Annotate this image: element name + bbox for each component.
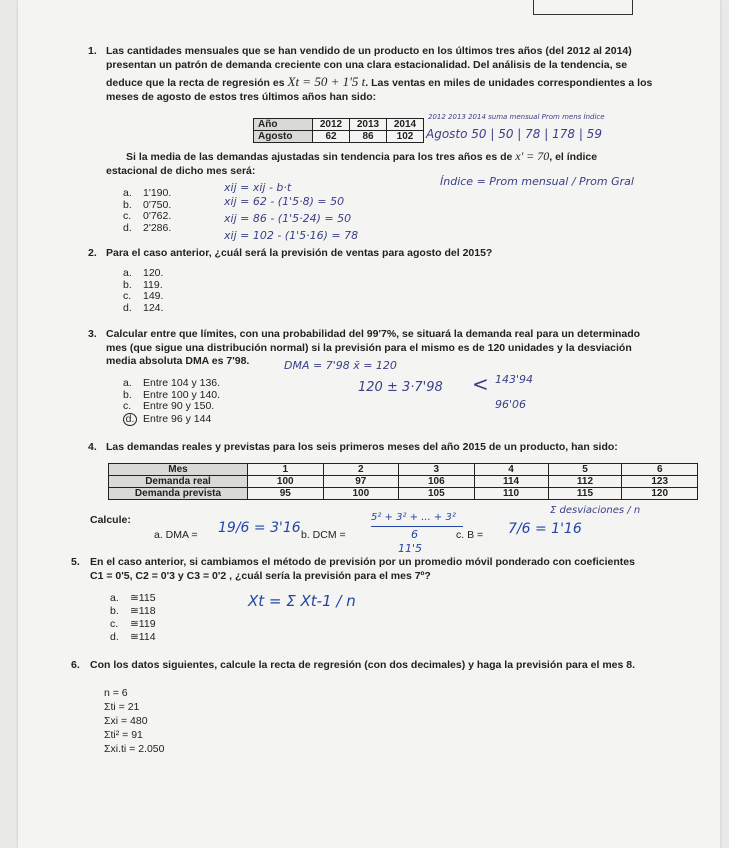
q1-table-row [254, 131, 424, 143]
q4-table-row [109, 464, 698, 476]
hw-calc1: xij = xij - b·t [224, 181, 292, 194]
option-text: 0'750. [143, 198, 172, 211]
q4-cell: 97 [323, 476, 399, 488]
hw-dcm-num: 5² + 3² + ... + 3² [371, 512, 456, 523]
hw-calc3: xij = 86 - (1'5·24) = 50 [224, 212, 352, 225]
q3-option-selected[interactable] [123, 413, 220, 426]
option-letter: d. [110, 631, 119, 643]
q4-cell: 112 [548, 476, 622, 488]
media-x: x' = 70 [515, 149, 550, 163]
q4-row-label: Demanda prevista [109, 488, 248, 500]
q4-row-label: Demanda real [109, 476, 248, 488]
regression-formula: Xt = 50 + 1'5 t [287, 74, 366, 89]
q6-data [104, 686, 164, 756]
q4-number: 4. [88, 441, 97, 453]
option-text: 124. [143, 301, 164, 314]
q3-line1: Calcular entre que límites, con una probabilidad del 99'7%, se situará la demanda real para un determinado [106, 328, 641, 340]
hw-bracket: < [472, 372, 489, 396]
option-letter: a. [110, 592, 119, 604]
q5-option[interactable] [110, 618, 156, 631]
q1-option[interactable] [123, 223, 171, 235]
option-text: 1'190. [143, 187, 172, 199]
q6-data-item: Σxi.ti = 2.050 [104, 743, 165, 755]
option-text: 2'286. [143, 221, 172, 234]
option-text: ≅114 [130, 631, 156, 643]
option-text: Entre 104 y 136. [143, 377, 221, 389]
q6-data-item: n = 6 [104, 687, 128, 699]
q1-value: 62 [313, 131, 350, 143]
hw-range-lo: 96'06 [495, 398, 527, 411]
q4-cell: 106 [399, 476, 475, 488]
corner-box [533, 0, 633, 15]
q1-value: 102 [387, 131, 424, 143]
hw-table-note: Agosto 50 | 50 | 78 | 178 | 59 [426, 127, 602, 141]
q1-media-line1b: , el índice [549, 151, 598, 163]
q1-year: 2012 [313, 119, 350, 131]
option-text: 149. [143, 290, 164, 302]
q1-media [106, 150, 686, 178]
hw-range-hi: 143'94 [495, 373, 534, 386]
option-letter: c. [123, 210, 132, 222]
q4-cell: 120 [622, 488, 698, 500]
option-letter: b. [110, 605, 119, 617]
q2-option[interactable] [123, 303, 163, 315]
option-text: 120. [143, 267, 164, 279]
option-letter: d. [123, 221, 132, 234]
q4-calcule: Calcule: [90, 514, 131, 526]
q4-month: 1 [248, 464, 324, 476]
q1-media-line1 [106, 150, 686, 165]
option-letter: c. [110, 618, 119, 630]
q1-line4: meses de agosto de estos tres últimos años han sido: [106, 90, 377, 103]
hw-q5-formula: Xt = Σ Xt-1 / n [248, 592, 356, 610]
q5-options [110, 592, 156, 644]
option-text: ≅115 [130, 592, 156, 604]
q1-media-line1a: Si la media de las demandas ajustadas sin tendencia para los tres años es de [126, 151, 513, 163]
hw-calc4: xij = 102 - (1'5·16) = 78 [224, 229, 359, 242]
hw-b-note: Σ desviaciones / n [550, 505, 641, 516]
option-text: ≅119 [130, 618, 156, 630]
option-text: 0'762. [143, 210, 172, 222]
q5-line2: C1 = 0'5, C2 = 0'3 y C3 = 0'2 , ¿cuál sería la previsión para el mes 7º? [90, 569, 431, 582]
q1-line3 [106, 75, 686, 91]
q1-year: 2014 [387, 119, 424, 131]
q5-option[interactable] [110, 605, 156, 618]
q4-dcm-label: b. DCM = [301, 529, 346, 541]
option-letter: c. [123, 400, 132, 412]
hw-dma-val: 19/6 = 3'16 [218, 520, 301, 536]
hw-dcm-val: 11'5 [398, 542, 423, 555]
hw-dma-note: DMA = 7'98 x̄ = 120 [284, 359, 397, 372]
q1-line3a: deduce que la recta de regresión es [106, 77, 285, 89]
option-letter: a. [123, 377, 132, 389]
option-text: Entre 90 y 150. [143, 400, 215, 412]
option-letter: a. [123, 267, 132, 279]
hw-dcm-bar [371, 526, 463, 527]
hw-indice: Índice = Prom mensual / Prom Gral [440, 175, 634, 188]
q1-year: 2013 [350, 119, 387, 131]
q4-b-label: c. B = [456, 529, 484, 541]
q5-text [90, 556, 710, 583]
exam-sheet [18, 0, 720, 848]
q3-line2: mes (que sigue una distribución normal) si la previsión para el mismo es de 120 unidades y la desviación [106, 341, 632, 354]
q4-table [108, 463, 698, 500]
q1-value: 86 [350, 131, 387, 143]
q6-text: Con los datos siguientes, calcule la recta de regresión (con dos decimales) y haga la previsión para el mes 8. [90, 659, 636, 671]
q5-number: 5. [71, 556, 80, 568]
q4-table-row [109, 488, 698, 500]
q3-options [123, 378, 220, 426]
q4-cell: 105 [399, 488, 475, 500]
option-letter: b. [123, 388, 132, 401]
q4-text: Las demandas reales y previstas para los seis primeros meses del año 2015 de un producto, han sido: [106, 441, 618, 453]
q1-table [253, 118, 424, 143]
q4-cell: 95 [248, 488, 324, 500]
q5-option[interactable] [110, 631, 156, 644]
q6-number: 6. [71, 659, 80, 671]
q1-line1: Las cantidades mensuales que se han vendido de un producto en los últimos tres años (del 2012 al 2014) [106, 45, 632, 57]
q6-data-item: Σti² = 91 [104, 729, 143, 741]
q5-option[interactable] [110, 592, 156, 605]
q1-table-head: Agosto [254, 131, 313, 143]
q4-col-head: Mes [109, 464, 248, 476]
q4-month: 6 [622, 464, 698, 476]
q4-month: 4 [474, 464, 548, 476]
option-text: 119. [143, 278, 163, 291]
option-letter: b. [123, 278, 132, 291]
hw-range: 120 ± 3·7'98 [358, 380, 443, 395]
q6-data-item: Σti = 21 [104, 701, 140, 713]
q4-month: 5 [548, 464, 622, 476]
option-letter: c. [123, 290, 132, 302]
q1-options [123, 188, 171, 234]
hw-table-head: 2012 2013 2014 suma mensual Prom mens Índice [428, 113, 605, 121]
option-letter [123, 413, 143, 426]
q4-cell: 115 [548, 488, 622, 500]
hw-b-val: 7/6 = 1'16 [508, 521, 582, 537]
option-letter: b. [123, 198, 132, 211]
q4-cell: 100 [323, 488, 399, 500]
q6-data-item: Σxi = 480 [104, 715, 148, 727]
q4-cell: 110 [474, 488, 548, 500]
option-text: ≅118 [130, 605, 156, 617]
q4-month: 2 [323, 464, 399, 476]
option-letter: d. [123, 301, 132, 314]
q1-line3b: . Las ventas en miles de unidades correspondientes a los [365, 77, 653, 89]
q1-table-row [254, 119, 424, 131]
q1-line2: presentan un patrón de demanda creciente con una clara estacionalidad. Del análisis de la tendencia, se [106, 58, 628, 71]
q3-number: 3. [88, 328, 97, 340]
q4-table-row [109, 476, 698, 488]
q3-option[interactable] [123, 401, 220, 413]
q1-table-head: Año [254, 119, 313, 131]
q4-cell: 100 [248, 476, 324, 488]
q1-media-line2: estacional de dicho mes será: [106, 164, 256, 177]
q4-cell: 123 [622, 476, 698, 488]
option-text: Entre 96 y 144 [143, 412, 212, 425]
hw-dcm-den: 6 [411, 528, 418, 541]
q5-line1: En el caso anterior, si cambiamos el método de previsión por un promedio móvil ponderado con coeficientes [90, 556, 635, 568]
hw-calc2: xij = 62 - (1'5·8) = 50 [224, 195, 345, 208]
q4-cell: 114 [474, 476, 548, 488]
q2-text: Para el caso anterior, ¿cuál será la previsión de ventas para agosto del 2015? [106, 247, 493, 259]
q1-number: 1. [88, 45, 97, 57]
q2-options [123, 268, 163, 314]
q3-line3: media absoluta DMA es 7'98. [106, 355, 250, 367]
q4-dma-label: a. DMA = [154, 529, 198, 541]
answer-circle: d. [123, 413, 137, 426]
option-letter: a. [123, 187, 132, 199]
option-text: Entre 100 y 140. [143, 388, 221, 401]
q4-month: 3 [399, 464, 475, 476]
q2-number: 2. [88, 247, 97, 259]
q1-text [106, 45, 686, 104]
